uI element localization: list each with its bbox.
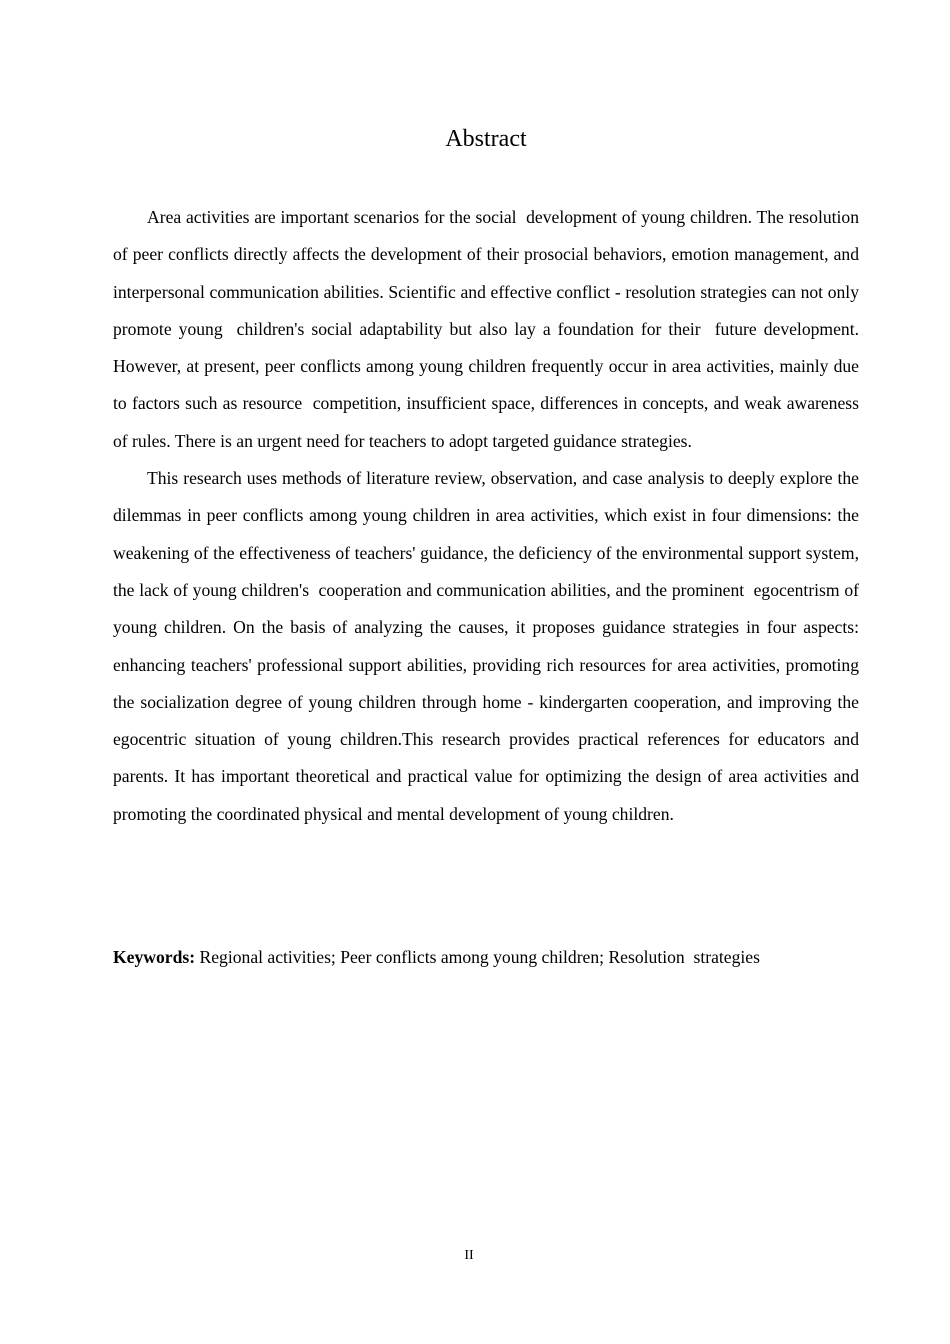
abstract-paragraph-2: This research uses methods of literature review, observation, and case analysis to deeply explore the dilemmas in peer conflicts among young children in area activities, which exist in four dimensions: the weakening of the effectiveness of teachers' guidance, the deficiency of the environmental support system, the lack of young children's cooperation and communication abilities, and the prominent egocentrism of young children. On the basis of analyzing the causes, it proposes guidance strategies in four aspects: enhancing teachers' professional support abilities, providing rich resources for area activities, promoting the socialization degree of young children through home - kindergarten cooperation, and improving the egocentric situation of young children.This research provides practical references for educators and parents. It has important theoretical and practical value for optimizing the design of area activities and promoting the coordinated physical and mental development of young children.: [113, 468, 868, 824]
page-number: II: [464, 1248, 474, 1263]
abstract-body: [113, 199, 868, 833]
abstract-paragraph-1: Area activities are important scenarios for the social development of young children. The resolution of peer conflicts directly affects the development of their prosocial behaviors, emotion management, and interpersonal communication abilities. Scientific and effective conflict - resolution strategies can not only promote young children's social adaptability but also lay a foundation for their future development. However, at present, peer conflicts among young children frequently occur in area activities, mainly due to factors such as resource competition, insufficient space, differences in concepts, and weak awareness of rules. There is an urgent need for teachers to adopt targeted guidance strategies.: [113, 207, 864, 451]
keywords-line: [113, 942, 873, 972]
keywords-label: Keywords:: [113, 947, 196, 967]
abstract-title: Abstract: [445, 126, 527, 152]
keywords-text: Regional activities; Peer conflicts among young children; Resolution strategies: [195, 947, 760, 967]
